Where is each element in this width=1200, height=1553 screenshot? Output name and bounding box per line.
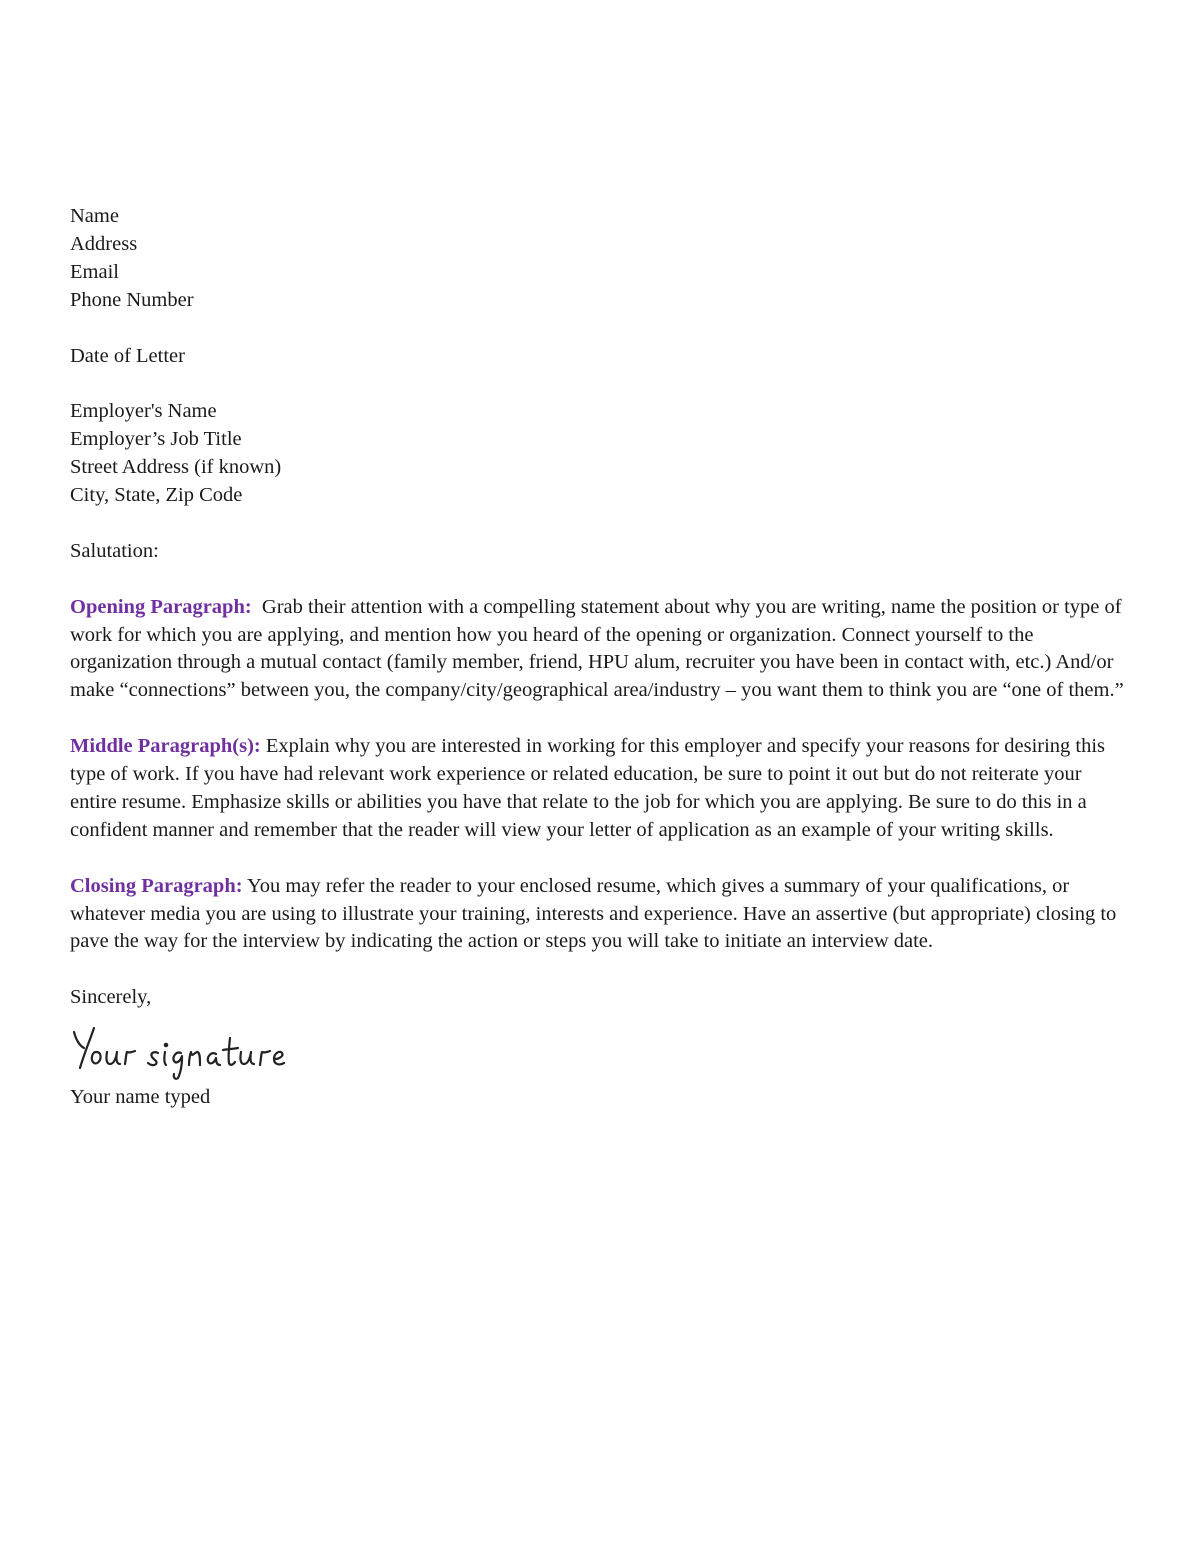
employer-name: Employer's Name (70, 400, 217, 423)
spacer (70, 705, 1140, 733)
closing-paragraph-label: Closing Paragraph: (70, 874, 243, 897)
opening-paragraph-text: Grab their attention with a compelling statement about why you are writing, name the position or type of work for which you are applying, and mention how you heard of the opening or organization. Connect yourself to the organization through a mutual contact (family member, friend, HPU alum, recruiter you have been in contact with, etc.) And/or make “connections” between you, the company/city/geographical area/industry – you want them to think you are “one of them.” (70, 595, 1124, 702)
spacer (70, 956, 1140, 984)
typed-name: Your name typed (70, 1086, 211, 1109)
valediction: Sincerely, (70, 986, 152, 1009)
middle-paragraph-text: Explain why you are interested in working for this employer and specify your reasons for desiring this type of work. If you have had relevant work experience or related education, be sure to point it out but do not reiterate your entire resume. Emphasize skills or abilities you have that relate to the job for which you are applying. Be sure to do this in a confident manner and remember that the reader will view your letter of application as an example of your writing skills. (70, 735, 1106, 841)
employer-street: Street Address (if known) (70, 456, 282, 479)
spacer (70, 566, 1140, 594)
sender-name: Name (70, 205, 119, 227)
spacer (70, 370, 1140, 398)
employer-block (70, 398, 1140, 510)
middle-paragraph (70, 733, 1132, 845)
spacer (70, 315, 1140, 343)
handwritten-signature (70, 1022, 1140, 1082)
employer-city-state-zip: City, State, Zip Code (70, 484, 243, 507)
closing-paragraph (70, 873, 1132, 957)
sender-address: Address (70, 232, 138, 255)
sender-block (70, 203, 1140, 315)
salutation: Salutation: (70, 539, 159, 562)
opening-paragraph-label: Opening Paragraph: (70, 595, 252, 618)
sender-phone: Phone Number (70, 288, 194, 311)
employer-job-title: Employer’s Job Title (70, 428, 242, 451)
sender-email: Email (70, 260, 119, 283)
cover-letter (70, 203, 1140, 1112)
middle-paragraph-label: Middle Paragraph(s): (70, 735, 261, 758)
spacer (70, 510, 1140, 538)
signature-graphic (70, 1022, 300, 1082)
opening-paragraph (70, 594, 1132, 706)
closing-paragraph-text: You may refer the reader to your enclosed resume, which gives a summary of your qualifications, or whatever media you are using to illustrate your training, interests and experience. Have an assertive (but appropriate) closing to pave the way for the interview by indicating the action or steps you will take to initiate an interview date. (70, 874, 1117, 953)
spacer (70, 845, 1140, 873)
letter-date: Date of Letter (70, 344, 185, 367)
